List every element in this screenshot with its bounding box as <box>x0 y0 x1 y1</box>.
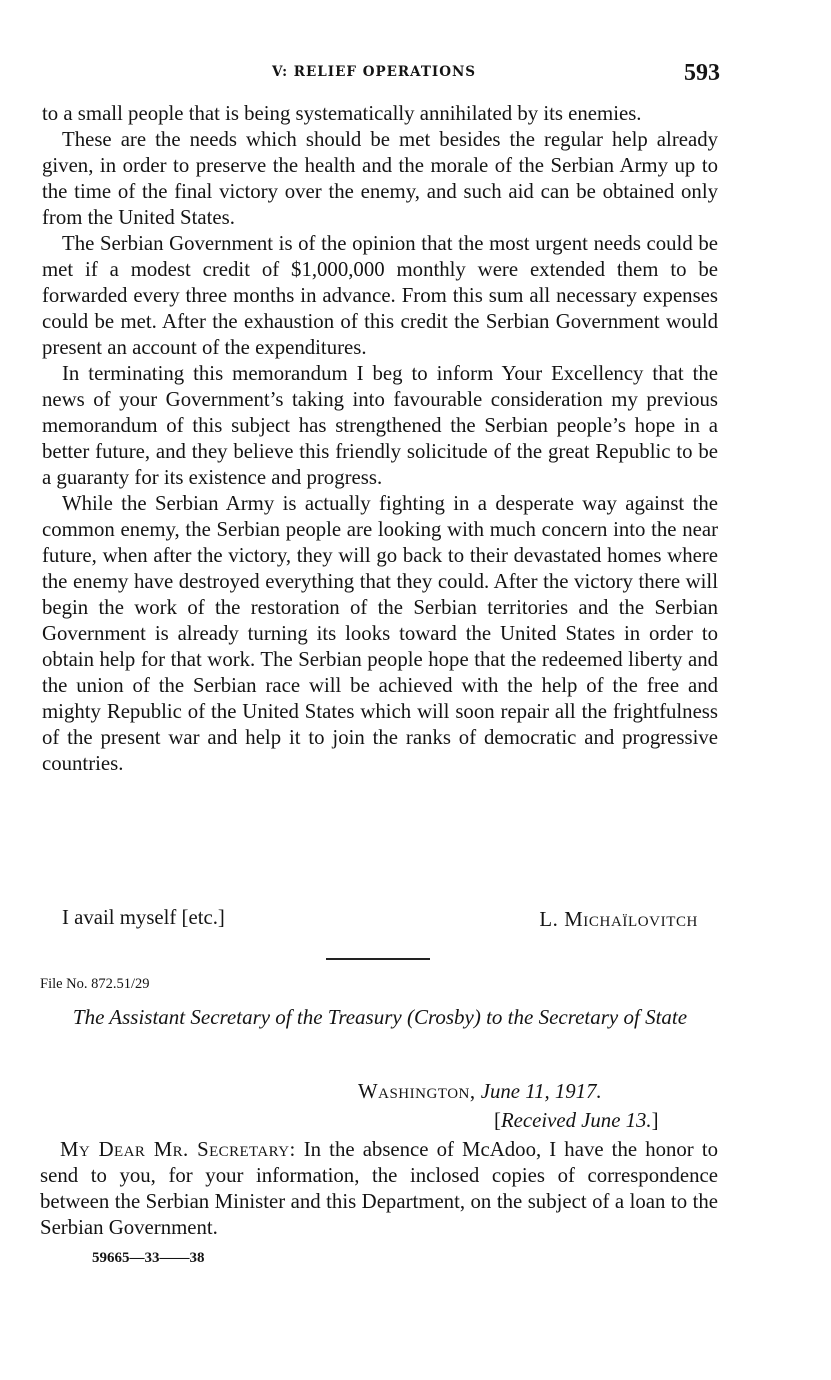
received-text: Received June 13. <box>500 1109 652 1132</box>
letter-body <box>40 1137 718 1241</box>
closing-row <box>62 905 698 935</box>
letter-body-text: In the absence of McAdoo, I have the honor to send to you, for your information, the inclosed copies of correspondence between the Serbian Minister and this Department, on the subject of a loan to the Serbian Government. <box>40 1138 718 1239</box>
dateline-date: June 11, 1917. <box>480 1080 602 1103</box>
signature: L. Michaïlovitch <box>539 908 698 931</box>
running-head <box>0 60 831 90</box>
file-number: File No. 872.51/29 <box>40 976 150 992</box>
paragraph-army: While the Serbian Army is actually fighting in a desperate way against the common enemy, the Serbian people are looking with much concern into the near future, when after the victory, they will go back to their devastated homes where the enemy have destroyed everything that they could. After the victory there will begin the work of the restoration of the Serbian territories and the Serbian Government is already turning its looks toward the United States in order to obtain help for that work. The Serbian people hope that the redeemed liberty and the union of the Serbian race will be achieved with the help of the free and mighty Republic of the United States which will soon repair all the frightfulness of the present war and help it to join the ranks of democratic and progressive countries. <box>42 492 718 775</box>
dateline-place: Washington, <box>358 1080 476 1103</box>
paragraph-credit: The Serbian Government is of the opinion that the most urgent needs could be met if a modest credit of $1,000,000 monthly were extended them to be forwarded every three months in advance. From this sum all necessary expenses could be met. After the exhaustion of this credit the Serbian Government would present an account of the expenditures. <box>42 232 718 359</box>
paragraph-terminating: In terminating this memorandum I beg to inform Your Excellency that the news of your Government’s taking into favourable consideration my previous memorandum of this subject has strengthened the Serbian people’s hope in a better future, and they believe this friendly solicitude of the great Republic to be a guaranty for its existence and progress. <box>42 362 718 489</box>
paragraph-needs: These are the needs which should be met besides the regular help already given, in order to preserve the health and the morale of the Serbian Army up to the time of the final victory over the enemy, and such aid can be obtained only from the United States. <box>42 128 718 229</box>
memorandum-body <box>42 101 718 777</box>
running-title: V: RELIEF OPERATIONS <box>272 64 477 80</box>
printer-code: 59665—33——38 <box>92 1250 205 1266</box>
dateline <box>358 1080 602 1104</box>
closing-phrase: I avail myself [etc.] <box>62 906 225 929</box>
paragraph-continuation: to a small people that is being systematically annihilated by its enemies. <box>42 102 642 125</box>
section-divider <box>326 958 430 960</box>
letter-paragraph <box>40 1137 718 1241</box>
received-note: [Received June 13.] <box>494 1109 659 1132</box>
document-heading: The Assistant Secretary of the Treasury (Crosby) to the Secretary of State <box>72 1005 688 1029</box>
page-number: 593 <box>684 60 720 86</box>
salutation: My Dear Mr. Secretary: <box>60 1138 296 1161</box>
